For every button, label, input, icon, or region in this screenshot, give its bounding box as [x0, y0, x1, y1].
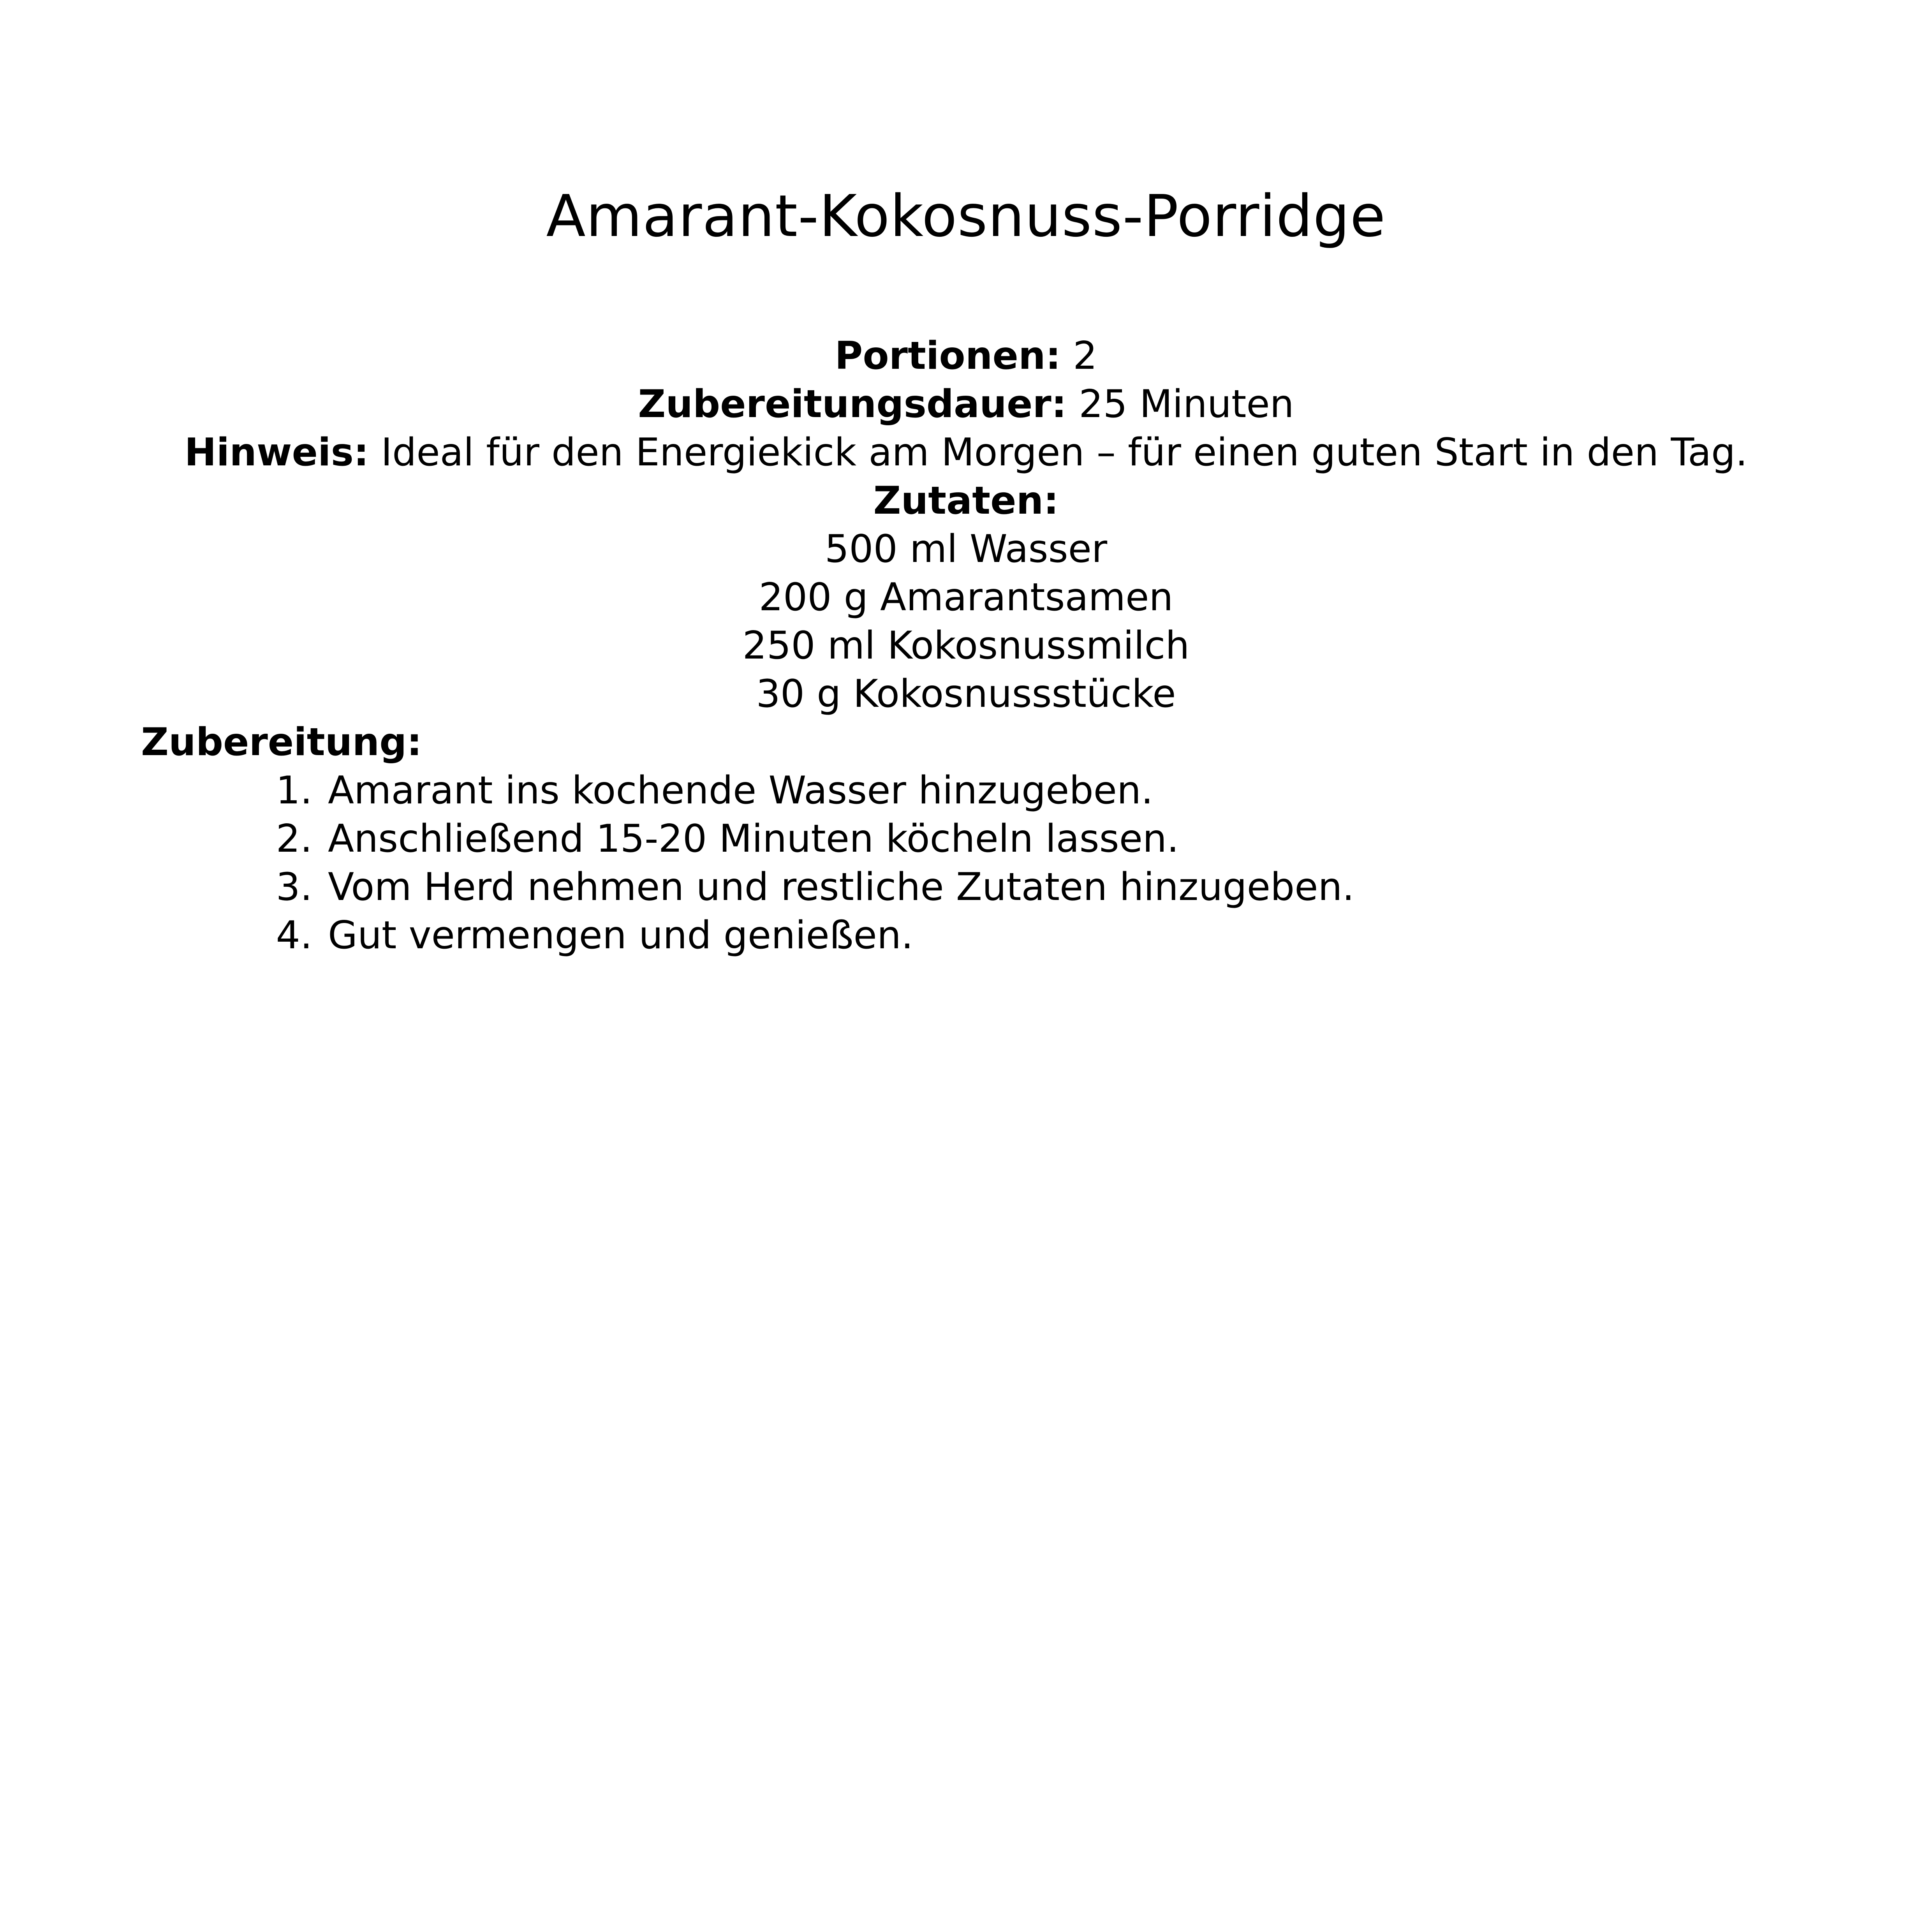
recipe-meta-block: [0, 332, 1932, 718]
preparation-step: [141, 911, 1777, 960]
recipe-title: Amarant-Kokosnuss-Porridge: [546, 183, 1386, 250]
ingredients-heading: Zutaten:: [873, 479, 1059, 523]
step-number: 4.: [276, 913, 312, 958]
preparation-step: [141, 766, 1777, 815]
servings-value: 2: [1060, 334, 1097, 378]
step-number: 3.: [276, 865, 312, 909]
note-value: Ideal für den Energiekick am Morgen – für einen guten Start in den Tag.: [369, 430, 1748, 475]
ingredient-item: 250 ml Kokosnussmilch: [742, 623, 1190, 668]
step-number: 1.: [276, 768, 312, 813]
duration-label: Zubereitungsdauer:: [638, 382, 1067, 426]
preparation-step: [141, 815, 1777, 863]
preparation-steps: [141, 766, 1777, 960]
note-line: [0, 428, 1932, 477]
ingredient-item: 200 g Amarantsamen: [759, 575, 1173, 620]
step-text: Anschließend 15-20 Minuten köcheln lassen.: [328, 817, 1179, 861]
preparation-step: [141, 863, 1777, 911]
step-number: 2.: [276, 817, 312, 861]
servings-line: [0, 332, 1932, 380]
step-text: Amarant ins kochende Wasser hinzugeben.: [328, 768, 1154, 813]
preparation-section: [141, 718, 1777, 960]
step-text: Gut vermengen und genießen.: [328, 913, 914, 958]
step-text: Vom Herd nehmen und restliche Zutaten hinzugeben.: [328, 865, 1354, 909]
duration-line: [0, 380, 1932, 428]
duration-value: 25 Minuten: [1066, 382, 1294, 426]
ingredient-item: 30 g Kokosnussstücke: [756, 672, 1176, 716]
ingredient-item: 500 ml Wasser: [824, 527, 1108, 571]
preparation-heading: Zubereitung:: [141, 720, 422, 764]
note-label: Hinweis:: [184, 430, 369, 475]
servings-label: Portionen:: [835, 334, 1061, 378]
